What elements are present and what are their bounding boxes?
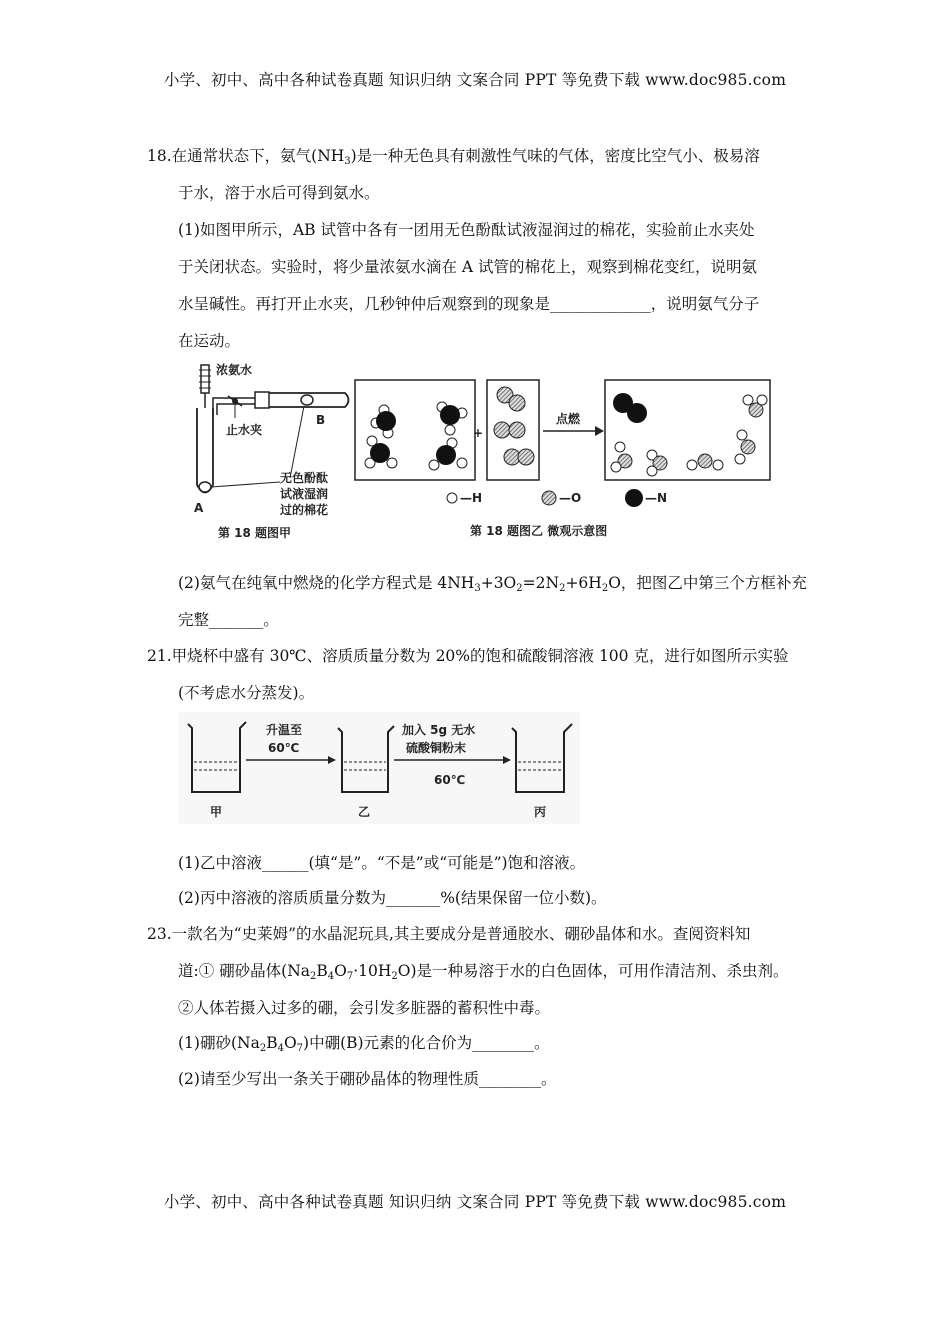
nh3-molecule: [437, 402, 467, 435]
q18-part1-line4: 在运动。: [178, 332, 241, 350]
q18-line2: 于水，溶于水后可得到氨水。: [178, 184, 380, 202]
q18-part1-line1: (1)如图甲所示，AB 试管中各有一团用无色酚酞试液湿润过的棉花，实验前止水夹处: [178, 221, 755, 239]
nh3-molecule: [371, 405, 396, 438]
nh3-molecule: [365, 436, 397, 468]
q18-part2-line1: (2)氨气在纯氧中燃烧的化学方程式是 $4NH_3+3O_2=2N_2+6H_2O$，把图乙中第三个方框补充: [178, 574, 807, 594]
q18-line1: 18.在通常状态下，氨气$(NH_3)$是一种无色具有刺激性气味的气体，密度比空气小、极易溶: [147, 147, 760, 167]
q21-line1: 21.甲烧杯中盛有 30℃、溶质质量分数为 20%的饱和硫酸铜溶液 100 克，进行如图所示实验: [147, 647, 789, 665]
svg-text:升温至: 升温至: [266, 723, 303, 737]
svg-text:加入 5g 无水: 加入 5g 无水: [402, 723, 476, 737]
svg-text:丙: 丙: [534, 805, 547, 819]
q23-line3: ②人体若摄入过多的硼，会引发多脏器的蓄积性中毒。: [178, 999, 551, 1017]
nh3-molecule: [429, 438, 467, 470]
svg-text:乙: 乙: [358, 805, 371, 819]
q21-part1: (1)乙中溶液______(填“是”。“不是”或“可能是”)饱和溶液。: [178, 854, 586, 872]
svg-text:试液湿润: 试液湿润: [280, 487, 329, 501]
q18-figure-jia: [180, 360, 350, 545]
q23-line1: 23.一款名为“史莱姆”的水晶泥玩具,其主要成分是普通胶水、硼砂晶体和水。查阅资料知: [147, 925, 751, 943]
svg-text:A: A: [194, 501, 204, 515]
q23-line2: 道:① 硼砂晶体$(Na_2B_4O_7\cdot 10H_2O)$是一种易溶于水的白色固体，可用作清洁剂、杀虫剂。: [178, 962, 789, 982]
svg-text:第 18 题图甲: 第 18 题图甲: [218, 526, 292, 540]
svg-text:甲: 甲: [210, 805, 223, 819]
q21-part2: (2)丙中溶液的溶质质量分数为_______%(结果保留一位小数)。: [178, 889, 607, 907]
q21-figure: [178, 712, 580, 824]
svg-text:第 18 题图乙 微观示意图: 第 18 题图乙 微观示意图: [470, 524, 608, 538]
svg-text:60℃: 60℃: [434, 773, 466, 787]
q21-line2: (不考虑水分蒸发)。: [178, 684, 315, 702]
svg-text:+: +: [473, 426, 484, 440]
svg-text:无色酚酞: 无色酚酞: [280, 471, 329, 485]
q18-part2-line2: 完整_______。: [178, 611, 279, 629]
svg-text:浓氨水: 浓氨水: [216, 363, 253, 377]
q18-figure-yi: [350, 375, 780, 545]
svg-text:—H: —H: [460, 491, 483, 505]
svg-text:点燃: 点燃: [556, 412, 581, 426]
svg-text:60℃: 60℃: [268, 741, 300, 755]
svg-text:止水夹: 止水夹: [226, 423, 263, 437]
q18-part1-line3: 水呈碱性。再打开止水夹，几秒钟仲后观察到的现象是_____________，说明氨气分子: [178, 295, 760, 313]
svg-text:过的棉花: 过的棉花: [280, 503, 329, 517]
q23-part1: (1)硼砂$(Na_2B_4O_7)$中硼(B)元素的化合价为________。: [178, 1034, 550, 1054]
svg-text:硫酸铜粉末: 硫酸铜粉末: [406, 741, 467, 755]
q23-part2: (2)请至少写出一条关于硼砂晶体的物理性质________。: [178, 1070, 557, 1088]
q18-part1-line2: 于关闭状态。实验时，将少量浓氨水滴在 A 试管的棉花上，观察到棉花变红，说明氨: [178, 258, 758, 276]
page-header: 小学、初中、高中各种试卷真题 知识归纳 文案合同 PPT 等免费下载 www.doc985.com: [163, 71, 787, 89]
page-footer: 小学、初中、高中各种试卷真题 知识归纳 文案合同 PPT 等免费下载 www.doc985.com: [163, 1193, 787, 1211]
svg-text:B: B: [316, 413, 326, 427]
svg-text:—O: —O: [559, 491, 582, 505]
svg-text:—N: —N: [645, 491, 668, 505]
